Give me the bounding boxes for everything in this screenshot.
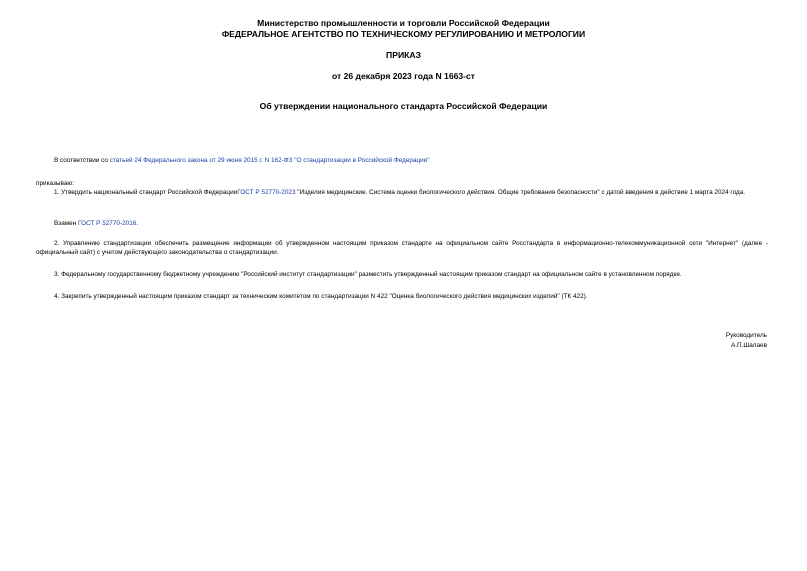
law-article-link[interactable]: статьей 24 Федерального закона от 29 июня 2015 г. N 162-ФЗ "О стандартизации в Российской Федерации" — [109, 157, 430, 164]
gost-2023-link[interactable]: ГОСТ Р 52770-2023 — [237, 189, 296, 196]
agency-name: ФЕДЕРАЛЬНОЕ АГЕНТСТВО ПО ТЕХНИЧЕСКОМУ РЕГУЛИРОВАНИЮ И МЕТРОЛОГИИ — [221, 29, 586, 39]
item-1-text: 1. Утвердить национальный стандарт Российской Федерации — [54, 189, 238, 196]
document-date-number: от 26 декабря 2023 года N 1663-ст — [331, 71, 476, 81]
item-4-paragraph: 4. Закрепить утвержденный настоящим приказом стандарт за техническим комитетом по стандартизации N 422 "Оценка биологического действия медицинских изделий" (ТК 422). — [54, 293, 588, 300]
signatory-name: А.П.Шалаев — [730, 342, 767, 349]
item-1-text-after: "Изделия медицинские. Система оценки биологического действия. Общие требования безопасности" с датой введения в действие 1 марта 2024 года. — [295, 189, 746, 196]
gost-2016-link[interactable]: ГОСТ Р 52770-2016 — [78, 220, 137, 227]
document-subject: Об утверждении национального стандарта Российской Федерации — [259, 101, 548, 111]
preamble-text: В соответствии со — [54, 157, 110, 164]
item-2-paragraph: 2. Управлению стандартизации обеспечить размещение информации об утвержденном настоящим приказом стандарте на официальном сайте Росстандарта в информационно-телекоммуникационной сети "Интернет" (далее - официальный сайт) с учетом действующего законодательства о стандартизации. — [36, 240, 768, 256]
item-1-paragraph — [36, 188, 768, 197]
instead-text-after: . — [136, 220, 139, 227]
item-3-paragraph: 3. Федеральному государственному бюджетному учреждению "Российский институт стандартизации" разместить утвержденный настоящим приказом стандарт на официальном сайте в установленном порядке. — [54, 271, 682, 278]
instead-paragraph — [36, 219, 768, 228]
document-type: ПРИКАЗ — [386, 50, 421, 60]
instead-text: Взамен — [54, 220, 78, 227]
signatory-title: Руководитель — [725, 332, 767, 339]
ministry-name: Министерство промышленности и торговли Российской Федерации — [257, 18, 550, 28]
preamble-paragraph — [36, 156, 768, 165]
order-word: приказываю: — [36, 180, 74, 187]
